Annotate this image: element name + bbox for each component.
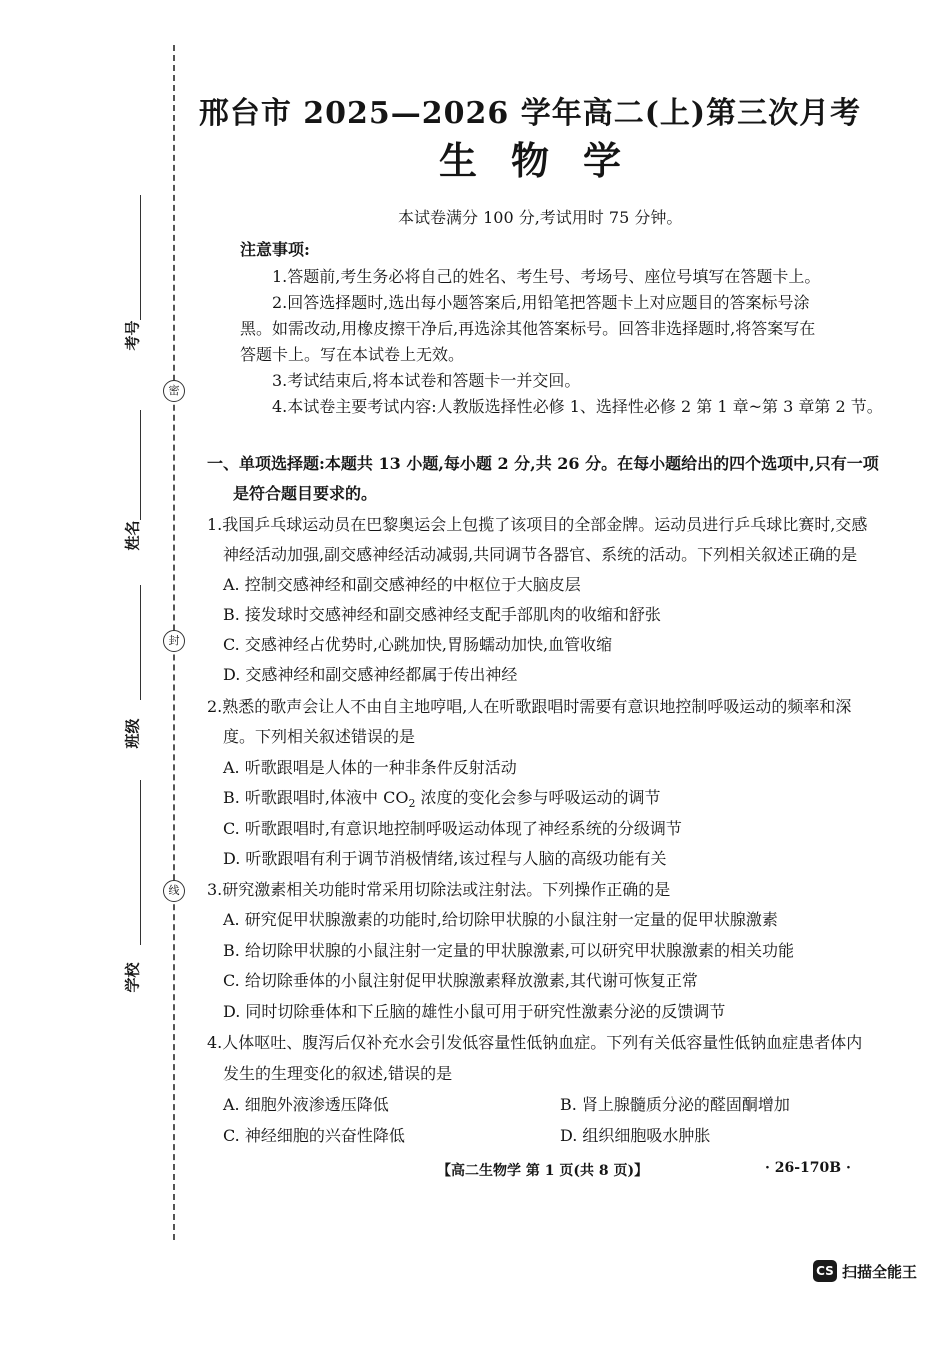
q2-stem-cont: 度。下列相关叙述错误的是 <box>223 727 416 746</box>
class-line <box>140 585 141 700</box>
school-line <box>140 780 141 945</box>
camscanner-watermark: 扫描全能王 <box>842 1263 918 1281</box>
q2-option-b-text-end: 浓度的变化会参与呼吸运动的调节 <box>415 788 661 807</box>
label-school: 学校 <box>123 962 142 993</box>
camscanner-logo-icon: CS <box>813 1260 837 1282</box>
q4-stem-cont: 发生的生理变化的叙述,错误的是 <box>223 1064 453 1083</box>
q1-option-c: C. 交感神经占优势时,心跳加快,胃肠蠕动加快,血管收缩 <box>223 635 613 654</box>
q2-option-d: D. 听歌跟唱有利于调节消极情绪,该过程与人脑的高级功能有关 <box>223 849 667 868</box>
seal-feng: 封 <box>163 630 185 652</box>
notice-line: 3.考试结束后,将本试卷和答题卡一并交回。 <box>272 371 581 390</box>
label-name: 姓名 <box>123 520 142 551</box>
q3-option-a: A. 研究促甲状腺激素的功能时,给切除甲状腺的小鼠注射一定量的促甲状腺激素 <box>223 910 778 929</box>
label-exam-number: 考号 <box>123 320 142 351</box>
q4-option-a: A. 细胞外液渗透压降低 <box>223 1095 389 1114</box>
q3-option-b: B. 给切除甲状腺的小鼠注射一定量的甲状腺激素,可以研究甲状腺激素的相关功能 <box>223 941 795 960</box>
label-class: 班级 <box>123 718 142 749</box>
q2-stem: 2.熟悉的歌声会让人不由自主地哼唱,人在听歌跟唱时需要有意识地控制呼吸运动的频率和深 <box>207 697 852 716</box>
seal-mi: 密 <box>163 380 185 402</box>
q3-stem: 3.研究激素相关功能时常采用切除法或注射法。下列操作正确的是 <box>207 880 671 899</box>
seal-xian: 线 <box>163 880 185 902</box>
subject-title: 生物学 <box>438 138 655 183</box>
exam-title: 邢台市 2025—2026 学年高二(上)第三次月考 <box>198 96 862 131</box>
q2-option-b-text: B. 听歌跟唱时,体液中 CO <box>223 788 409 807</box>
q2-option-a: A. 听歌跟唱是人体的一种非条件反射活动 <box>223 758 517 777</box>
notice-line: 1.答题前,考生务必将自己的姓名、考生号、考场号、座位号填写在答题卡上。 <box>272 267 821 286</box>
notice-line: 2.回答选择题时,选出每小题答案后,用铅笔把答题卡上对应题目的答案标号涂 <box>272 293 810 312</box>
name-line <box>140 410 141 520</box>
exam-number-line <box>140 195 141 320</box>
q4-stem: 4.人体呕吐、腹泻后仅补充水会引发低容量性低钠血症。下列有关低容量性低钠血症患者体内 <box>207 1033 863 1052</box>
q2-option-b <box>223 787 661 815</box>
co2-subscript: 2 <box>408 797 416 811</box>
paper-code: · 26-170B · <box>765 1160 851 1176</box>
section-heading-cont: 是符合题目要求的。 <box>233 484 378 503</box>
notice-line: 答题卡上。写在本试卷上无效。 <box>240 345 465 364</box>
q4-option-b: B. 肾上腺髓质分泌的醛固酮增加 <box>560 1095 790 1114</box>
q4-option-d: D. 组织细胞吸水肿胀 <box>560 1126 711 1145</box>
notice-line: 黑。如需改动,用橡皮擦干净后,再选涂其他答案标号。回答非选择题时,将答案写在 <box>240 319 816 338</box>
score-note: 本试卷满分 100 分,考试用时 75 分钟。 <box>398 208 683 227</box>
notice-heading: 注意事项: <box>240 240 310 259</box>
q4-option-c: C. 神经细胞的兴奋性降低 <box>223 1126 405 1145</box>
q1-stem: 1.我国乒乓球运动员在巴黎奥运会上包揽了该项目的全部金牌。运动员进行乒乓球比赛时,交感 <box>207 515 868 534</box>
notice-line: 4.本试卷主要考试内容:人教版选择性必修 1、选择性必修 2 第 1 章~第 3 章第 2 节。 <box>272 397 883 416</box>
q1-option-a: A. 控制交感神经和副交感神经的中枢位于大脑皮层 <box>223 575 581 594</box>
page-footer: 【高二生物学 第 1 页(共 8 页)】 <box>437 1163 649 1179</box>
q2-option-c: C. 听歌跟唱时,有意识地控制呼吸运动体现了神经系统的分级调节 <box>223 819 682 838</box>
q1-option-b: B. 接发球时交感神经和副交感神经支配手部肌肉的收缩和舒张 <box>223 605 661 624</box>
q3-option-c: C. 给切除垂体的小鼠注射促甲状腺激素释放激素,其代谢可恢复正常 <box>223 971 698 990</box>
q1-option-d: D. 交感神经和副交感神经都属于传出神经 <box>223 665 518 684</box>
section-heading: 一、单项选择题:本题共 13 小题,每小题 2 分,共 26 分。在每小题给出的四个选项中,只有一项 <box>207 454 879 473</box>
q3-option-d: D. 同时切除垂体和下丘脑的雄性小鼠可用于研究性激素分泌的反馈调节 <box>223 1002 726 1021</box>
q1-stem-cont: 神经活动加强,副交感神经活动减弱,共同调节各器官、系统的活动。下列相关叙述正确的是 <box>223 545 858 564</box>
